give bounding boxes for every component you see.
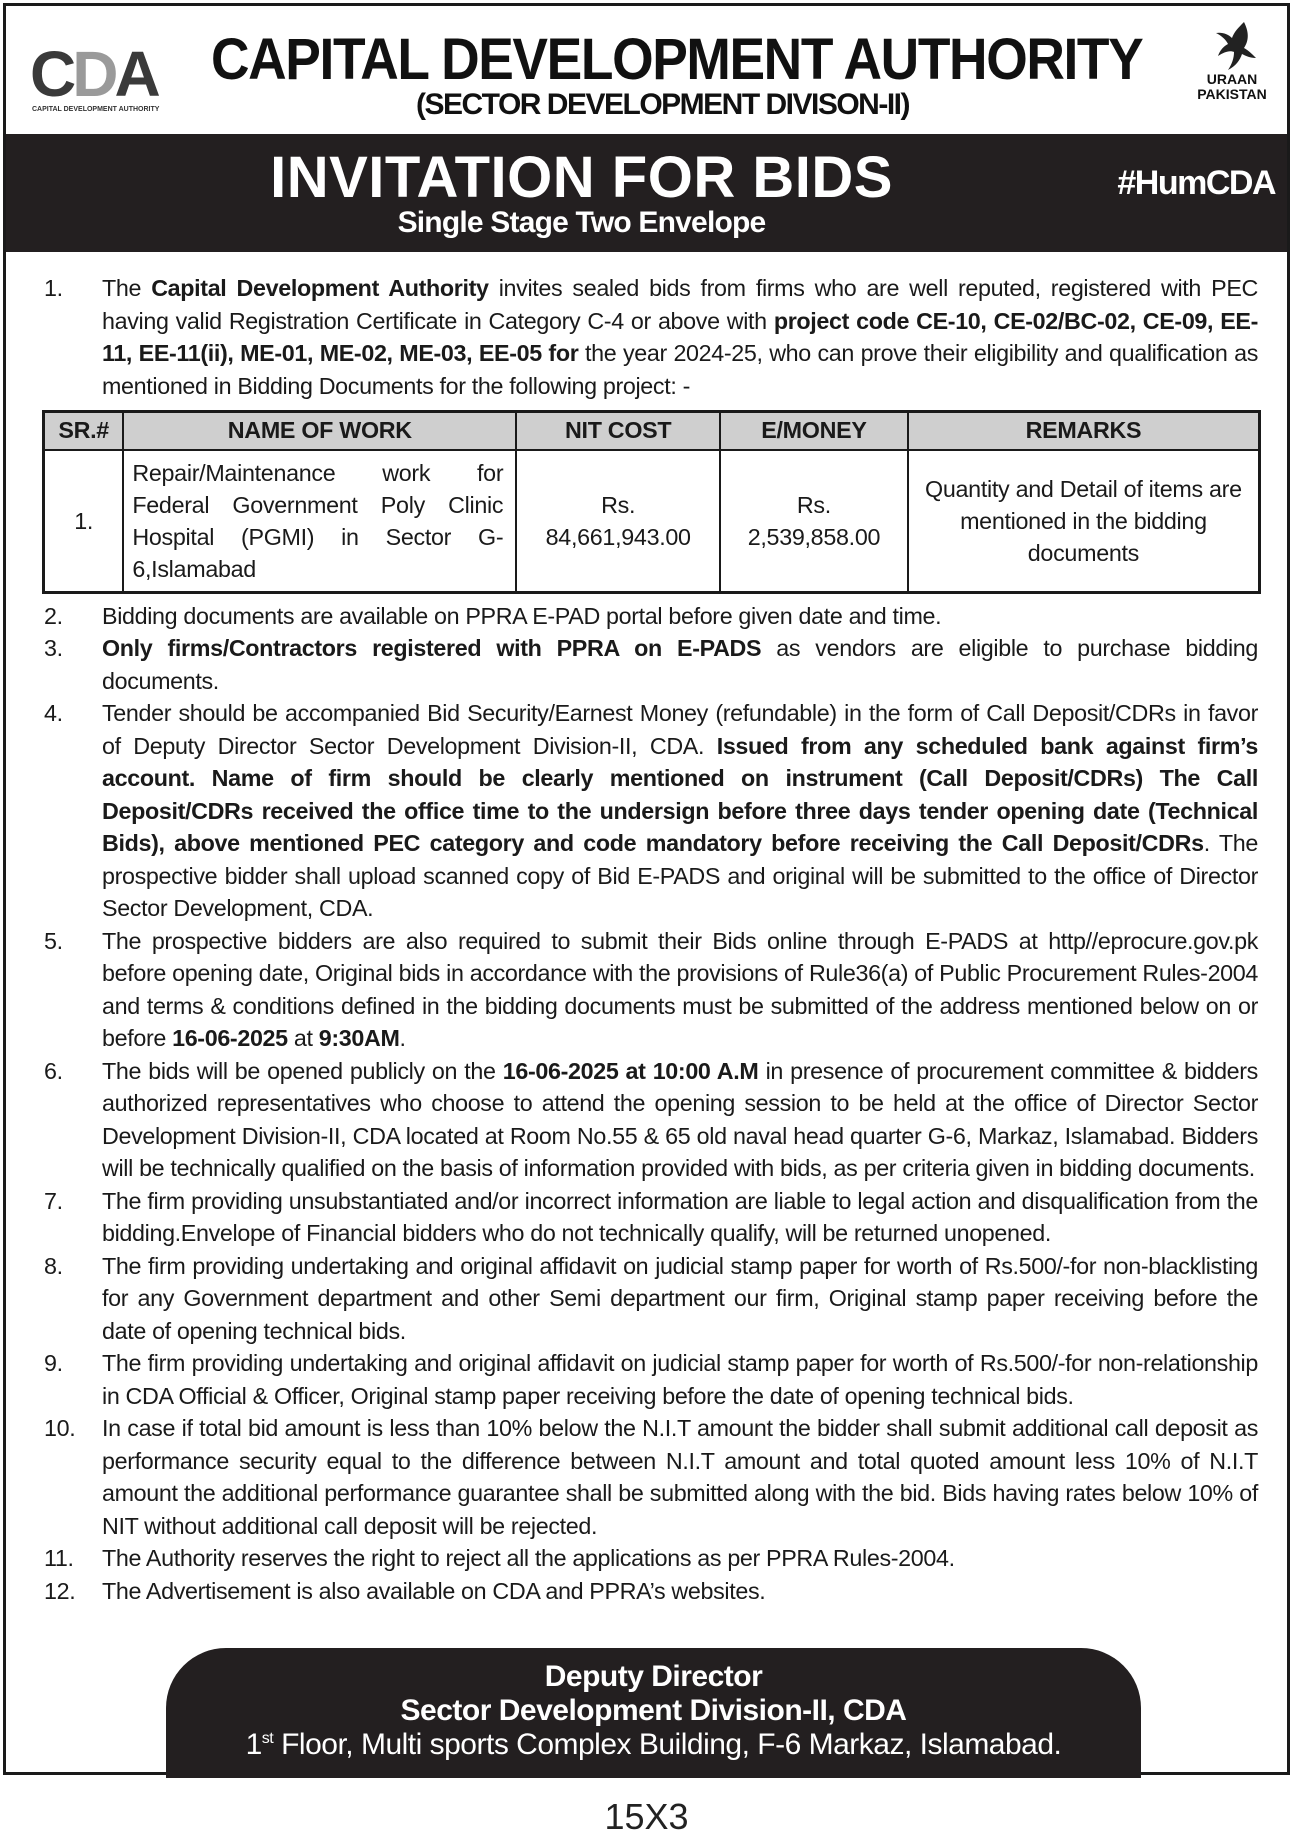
cda-logo (30, 38, 180, 116)
term-text: Bidding documents are available on PPRA E-PAD portal before given date and time. (102, 602, 942, 629)
uraan-pakistan-logo (1184, 20, 1280, 130)
term-bold: Only firms/Contractors registered with PPRA on E-PADS (102, 635, 762, 661)
signatory-title: Deputy Director (544, 1660, 763, 1693)
cell-name-of-work: Repair/Maintenance work for Federal Government Poly Clinic Hospital (PGMI) in Sector G-6,Islamabad (123, 450, 516, 593)
advertisement-frame (3, 3, 1290, 1775)
col-header-remarks: REMARKS (908, 412, 1260, 450)
term-text: at (287, 1025, 319, 1051)
term-item-6 (36, 1055, 1258, 1185)
term-text: The (102, 275, 152, 301)
term-number: 3. (44, 635, 63, 661)
col-header-sr: SR.# (44, 412, 124, 450)
term-text: the year 2024-25, who can prove their eligibility and qualification as mentioned in Bidding Documents for the following project: - (102, 340, 1259, 399)
term-item-12 (36, 1575, 1258, 1608)
signatory-division: Sector Development Division-II, CDA (400, 1694, 907, 1727)
bids-title: INVITATION FOR BIDS (270, 145, 893, 210)
term-text: The prospective bidders are also required to submit their Bids online through E-PADS at http//eprocure.gov.pk before opening date, Original bids in accordance with the provisions of Rule36(a) of Public Procurement Rules-2004 and terms & conditions defined in the bidding documents must be submitted of the address mentioned below on or before (102, 927, 1258, 1051)
term-text: in presence of procurement committee & bidders authorized representatives who choose to attend the opening session to be held at the office of Director Sector Development Division-II, CDA located at Room No.55 & 65 old naval head quarter G-6, Markaz, Islamabad. Bidders will be technically qualified on the basis of information provided with bids, as per criteria given in bidding documents. (102, 1057, 1258, 1181)
term-item-11 (36, 1542, 1258, 1575)
term-number: 7. (44, 1187, 63, 1214)
term-text: invites sealed bids from firms who are well reputed, registered with PEC having valid Registration Certificate in Category C-4 or above with (102, 275, 1259, 334)
term-bold: Capital Development Authority (151, 275, 489, 301)
cell-e-money (720, 450, 908, 593)
ad-size-label: 15X3 (604, 1796, 689, 1836)
term-number: 4. (44, 700, 63, 726)
cell-sr: 1. (44, 450, 124, 593)
term-number: 6. (44, 1057, 63, 1084)
term-text: The Authority reserves the right to reject all the applications as per PPRA Rules-2004. (102, 1545, 955, 1571)
term-text: as vendors are eligible to purchase bidding documents. (102, 635, 1258, 694)
term-text: The Advertisement is also available on CDA and PPRA’s websites. (102, 1577, 766, 1604)
signatory-footer (166, 1648, 1141, 1778)
term-bold: 9:30AM (318, 1025, 400, 1051)
col-header-e-money: E/MONEY (720, 412, 908, 450)
term-number: 2. (44, 602, 63, 629)
cell-nit-cost (516, 450, 720, 593)
term-item-3 (36, 632, 1258, 697)
term-item-7 (36, 1185, 1258, 1250)
cda-logo-letters: CDA (30, 38, 157, 110)
term-item-1 (36, 272, 1258, 402)
term-item-9 (36, 1347, 1258, 1412)
term-item-4 (36, 697, 1258, 925)
col-header-nit-cost: NIT COST (516, 412, 720, 450)
term-bold: 16-06-2025 at 10:00 A.M (502, 1057, 759, 1084)
term-item-5 (36, 925, 1258, 1055)
cell-remarks: Quantity and Detail of items are mentioned in the bidding documents (925, 475, 1242, 566)
term-item-8 (36, 1250, 1258, 1348)
term-text: In case if total bid amount is less than 10% below the N.I.T amount the bidder shall submit additional call deposit as performance security equal to the difference between N.I.T amount and total quoted amount less 10% of N.I.T amount the additional performance guarantee shall be submitted along with the bid. Bids having rates below 10% of NIT without additional call deposit will be rejected. (102, 1415, 1258, 1539)
address-text: Floor, Multi sports Complex Building, F-6 Markaz, Islamabad. (273, 1728, 1062, 1761)
term-number: 10. (44, 1415, 76, 1441)
address-floor-suffix: st (261, 1730, 274, 1747)
term-number: 11. (44, 1545, 74, 1571)
term-number: 8. (44, 1252, 63, 1279)
term-text: The firm providing undertaking and original affidavit on judicial stamp paper for worth of Rs.500/-for non-relationship in CDA Official & Officer, Original stamp paper receiving before the date of opening technical bids. (102, 1350, 1258, 1409)
address-floor-number: 1 (245, 1728, 262, 1761)
table-header-row (44, 412, 1260, 450)
term-text: Tender should be accompanied Bid Security/Earnest Money (refundable) in the form of Call Deposit/CDRs in favor of Deputy Director Sector Development Division-II, CDA. (102, 700, 1258, 759)
org-subtitle: (SECTOR DEVELOPMENT DIVISON-II) (416, 88, 909, 121)
signatory-address (166, 1728, 1141, 1762)
term-text: The bids will be opened publicly on the (102, 1057, 503, 1084)
term-number: 12. (44, 1577, 76, 1604)
term-text: The firm providing undertaking and original affidavit on judicial stamp paper for worth of Rs.500/-for non-blacklisting for any Government department and other Semi department our firm, Original stamp paper receiving before the date of opening technical bids. (102, 1252, 1258, 1344)
hashtag: #HumCDA (1117, 164, 1275, 202)
table-row (44, 450, 1260, 593)
nit-cost-prefix: Rs. (601, 491, 636, 518)
term-bold: Issued from any scheduled bank against firm’s account. Name of firm should be clearly mentioned on instrument (Call Deposit/CDRs) The Call Deposit/CDRs received the office time to the undersign before three days tender opening date (Technical Bids), above mentioned PEC category and code mandatory before receiving the Call Deposit/CDRs (102, 732, 1258, 856)
term-number: 1. (44, 275, 63, 301)
term-number: 5. (44, 927, 63, 954)
term-item-10 (36, 1412, 1258, 1542)
works-table (42, 410, 1261, 594)
term-bold: project code CE-10, CE-02/BC-02, CE-09, EE-11, EE-11(ii), ME-01, ME-02, ME-03, EE-05 for (102, 307, 1258, 366)
e-money-prefix: Rs. (796, 491, 831, 518)
org-title: CAPITAL DEVELOPMENT AUTHORITY (211, 27, 1143, 92)
term-text: . (399, 1025, 406, 1051)
uraan-title: URAAN (1206, 71, 1258, 87)
col-header-name-of-work: NAME OF WORK (123, 412, 516, 450)
nit-cost-value: 84,661,943.00 (545, 523, 691, 550)
e-money-value: 2,539,858.00 (747, 523, 881, 550)
header (6, 6, 1287, 134)
term-number: 9. (44, 1350, 63, 1376)
eagle-icon (1204, 20, 1260, 72)
uraan-subtitle: PAKISTAN (1197, 86, 1267, 102)
bid-terms-list (36, 272, 1258, 1607)
term-text: The firm providing unsubstantiated and/or incorrect information are liable to legal action and disqualification from the bidding.Envelope of Financial bidders who do not technically qualify, will be returned unopened. (102, 1187, 1258, 1246)
title-band (6, 134, 1287, 252)
bids-subtitle: Single Stage Two Envelope (397, 206, 766, 239)
term-item-2 (36, 600, 1258, 633)
cda-logo-subtitle: CAPITAL DEVELOPMENT AUTHORITY (32, 106, 160, 113)
term-text: . The prospective bidder shall upload scanned copy of Bid E-PADS and original will be submitted to the office of Director Sector Development, CDA. (102, 830, 1259, 921)
term-bold: 16-06-2025 (172, 1025, 288, 1051)
